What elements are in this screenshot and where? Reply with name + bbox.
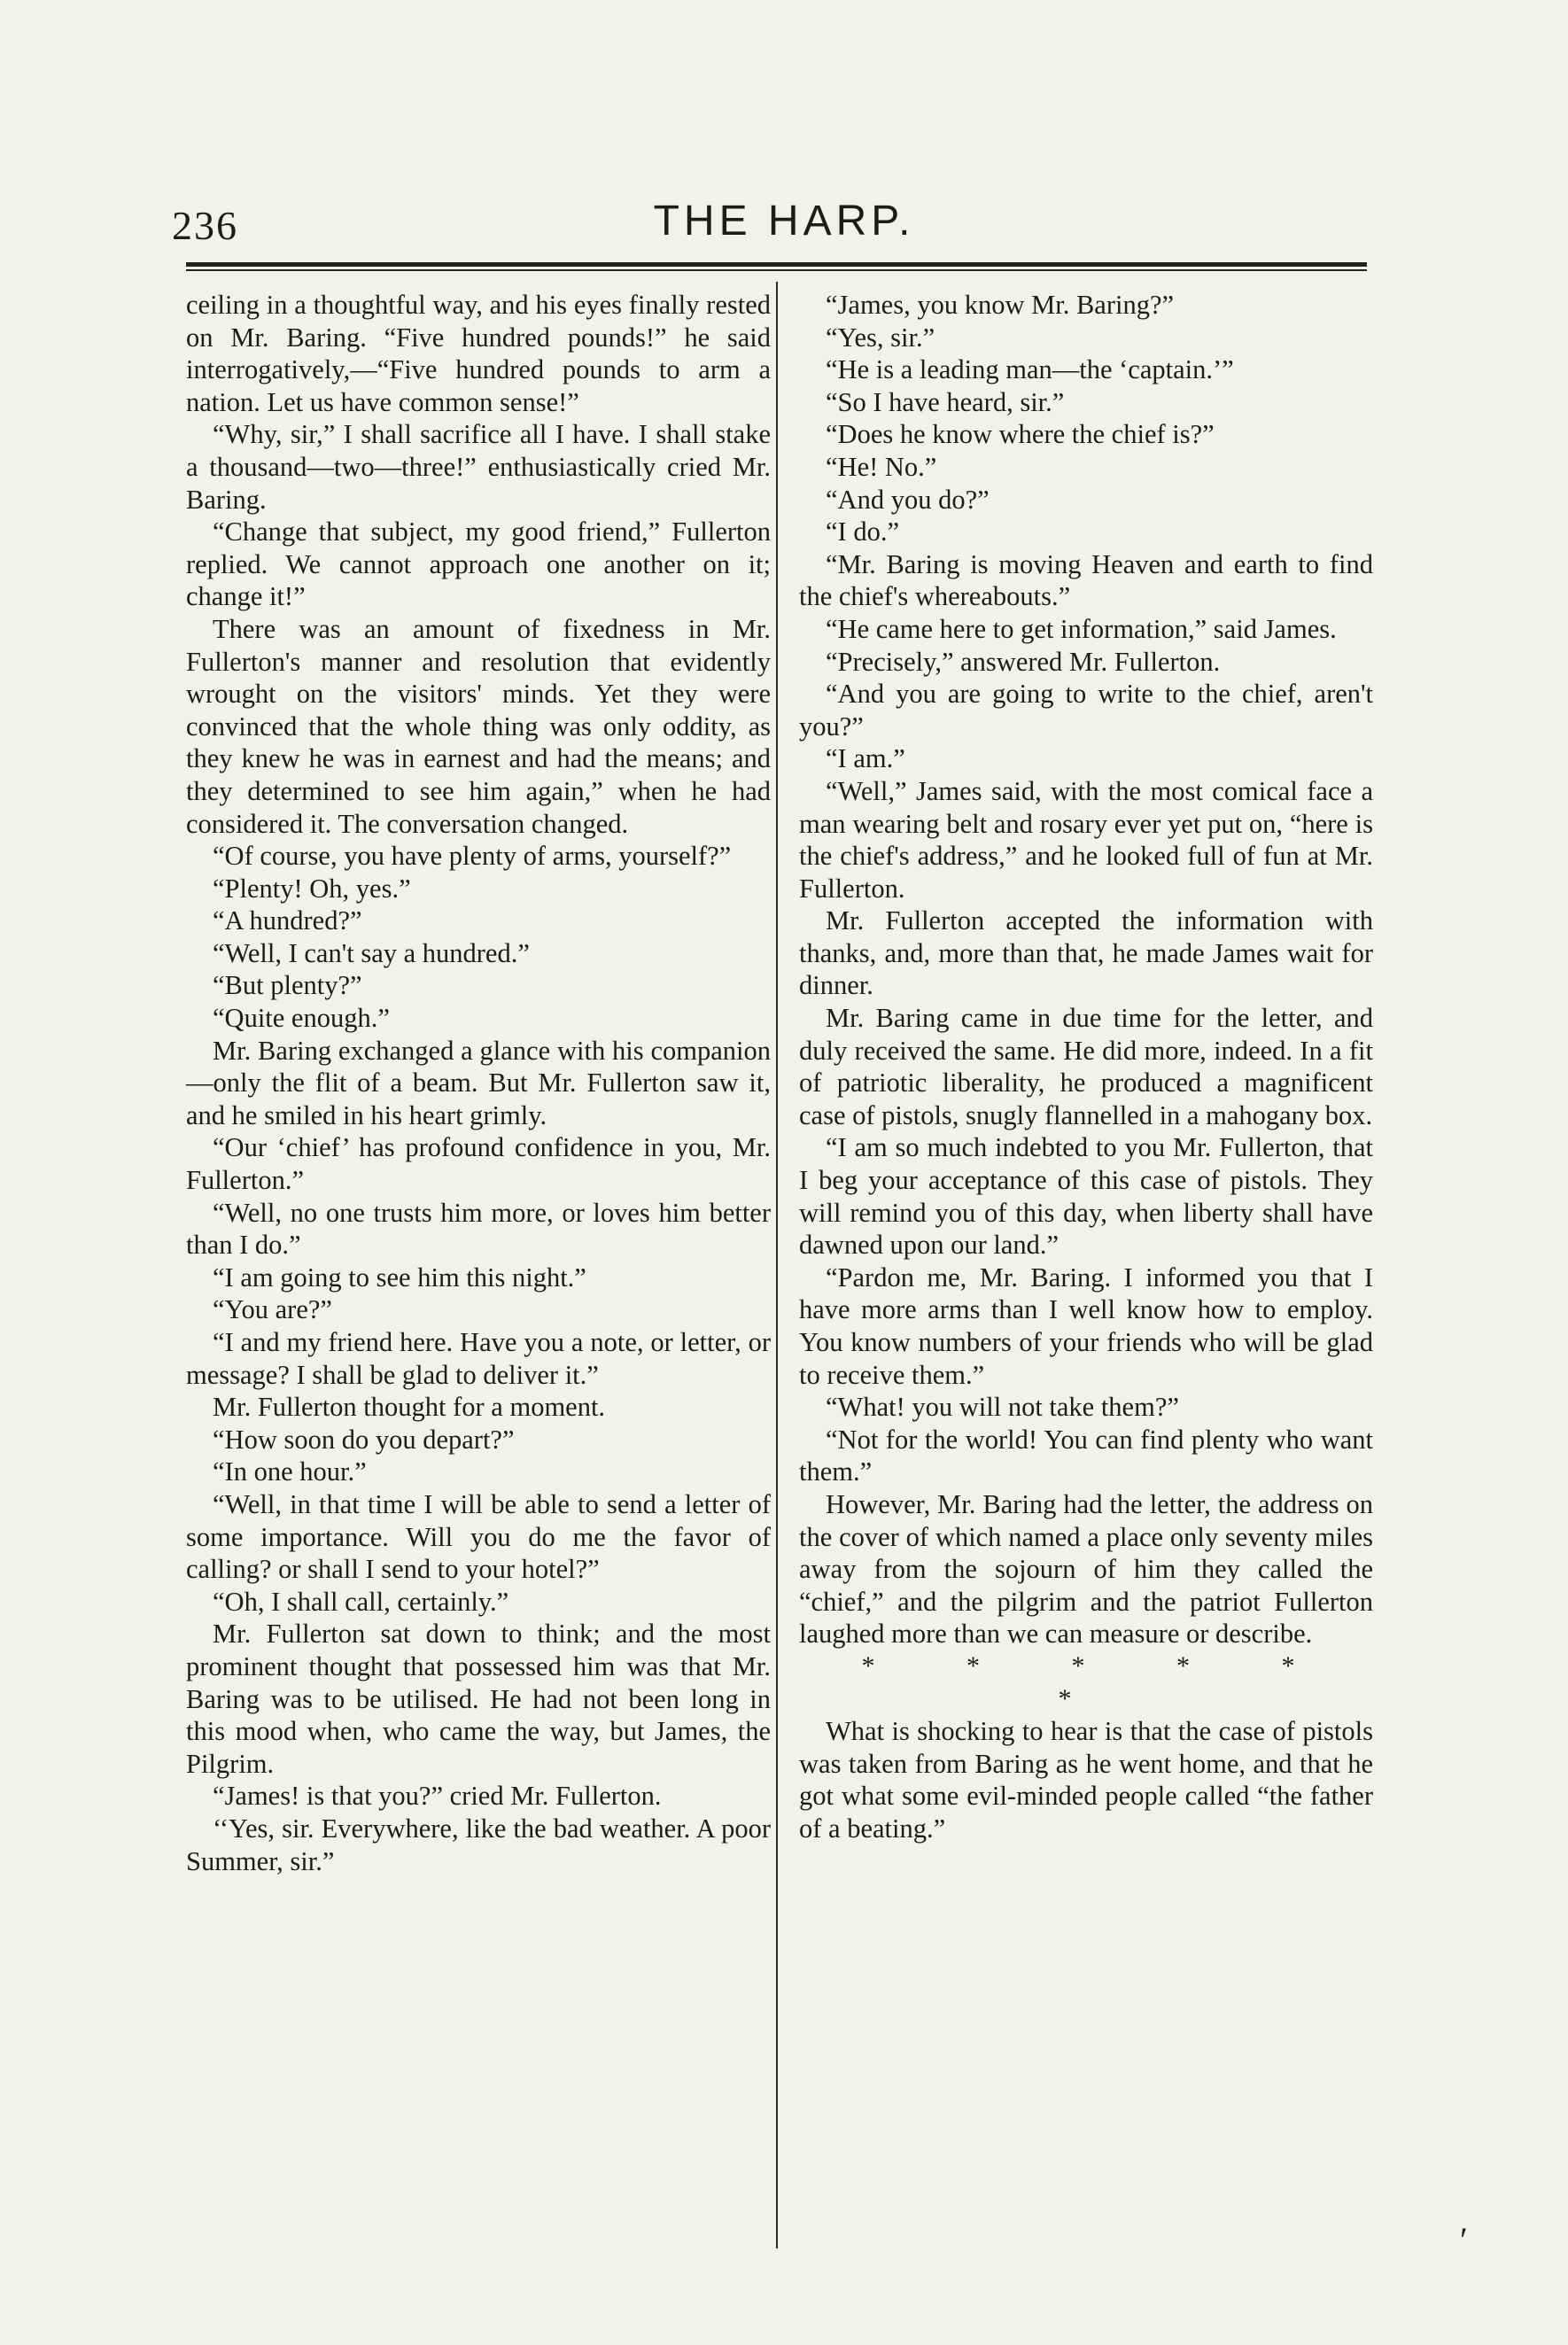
right-column-paragraph: “He! No.” bbox=[826, 451, 937, 482]
right-column-paragraph: “So I have heard, sir.” bbox=[826, 386, 1065, 417]
right-column-paragraph: “Mr. Baring is moving Heaven and earth to find the chief's whereabouts.” bbox=[799, 548, 1373, 612]
right-column-paragraph: “Precisely,” answered Mr. Fullerton. bbox=[826, 646, 1221, 677]
left-column-paragraph: “Quite enough.” bbox=[213, 1003, 390, 1034]
right-column-paragraph: “And you do?” bbox=[826, 484, 990, 515]
left-column-paragraph: “I am going to see him this night.” bbox=[213, 1262, 586, 1293]
left-column-paragraph: “Why, sir,” I shall sacrifice all I have. I shall stake a thousand—two—three!” enthusiastically cried Mr. Baring. bbox=[186, 419, 771, 515]
right-column-paragraph: “James, you know Mr. Baring?” bbox=[826, 290, 1175, 320]
left-column-paragraph: “You are?” bbox=[213, 1294, 332, 1325]
left-column-paragraph: ‘‘Yes, sir. Everywhere, like the bad weather. A poor Summer, sir.” bbox=[186, 1813, 771, 1876]
left-column-paragraph: Mr. Baring exchanged a glance with his companion—only the flit of a beam. But Mr. Fullerton saw it, and he smiled in his heart grimly. bbox=[186, 1035, 771, 1130]
page-number: 236 bbox=[172, 203, 238, 248]
left-column-paragraph: There was an amount of fixedness in Mr. Fullerton's manner and resolution that evidently wrought on the visitors' minds. Yet they were convinced that the whole thing was only oddity, as they knew he was in earnest and had the means; and they determined to see him again,” when he had considered it. The conversation changed. bbox=[186, 613, 771, 839]
right-column bbox=[799, 289, 1373, 1845]
header-rule-thin bbox=[186, 269, 1367, 271]
left-column-paragraph: “Plenty! Oh, yes.” bbox=[213, 873, 411, 904]
right-column-paragraph: “And you are going to write to the chief, aren't you?” bbox=[799, 679, 1373, 742]
left-column-paragraph: “Well, I can't say a hundred.” bbox=[213, 937, 530, 968]
left-column-paragraph: “But plenty?” bbox=[213, 970, 362, 1001]
closing-paragraph: What is shocking to hear is that the case of pistols was taken from Baring as he went home, and that he got what some evil-minded people called “the father of a beating.” bbox=[799, 1716, 1373, 1844]
right-column-paragraph: “He came here to get information,” said James. bbox=[826, 613, 1337, 644]
right-column-paragraph: “Well,” James said, with the most comical face a man wearing belt and rosary ever yet put on, “here is the chief's address,” and he looked full of fun at Mr. Fullerton. bbox=[799, 775, 1373, 904]
left-column-paragraph: “Our ‘chief’ has profound confidence in you, Mr. Fullerton.” bbox=[186, 1132, 771, 1196]
right-column-paragraph: “What! you will not take them?” bbox=[826, 1392, 1179, 1423]
left-column-paragraph: “I and my friend here. Have you a note, or letter, or message? I shall be glad to deliver it.” bbox=[186, 1327, 771, 1390]
right-column-paragraph: “I do.” bbox=[826, 516, 899, 547]
left-column-paragraph: “Well, in that time I will be able to send a letter of some importance. Will you do me the favor of calling? or shall I send to your hotel?” bbox=[186, 1488, 771, 1585]
right-column-paragraph: “Does he know where the chief is?” bbox=[826, 419, 1215, 450]
left-column-paragraph: Mr. Fullerton sat down to think; and the most prominent thought that possessed him was that Mr. Baring was to be utilised. He had not been long in this mood when, who came the way, but James, the Pilgrim. bbox=[186, 1619, 771, 1779]
left-column-paragraph: “James! is that you?” cried Mr. Fullerton. bbox=[213, 1781, 662, 1812]
left-column-paragraph: “A hundred?” bbox=[213, 905, 362, 936]
margin-mark: ′ bbox=[1460, 2220, 1468, 2260]
section-separator: * * * * * * bbox=[861, 1650, 1338, 1713]
left-column-paragraph: “Change that subject, my good friend,” Fullerton replied. We cannot approach one another on it; change it!” bbox=[186, 516, 771, 612]
left-column-paragraph: “How soon do you depart?” bbox=[213, 1424, 515, 1455]
right-column-paragraph: Mr. Baring came in due time for the letter, and duly received the same. He did more, indeed. In a fit of patriotic liberality, he produced a magnificent case of pistols, snugly flannelled in a mahogany box. bbox=[799, 1003, 1373, 1130]
right-column-paragraph: Mr. Fullerton accepted the information with thanks, and, more than that, he made James wait for dinner. bbox=[799, 905, 1373, 1001]
right-column-paragraph: “Not for the world! You can find plenty who want them.” bbox=[799, 1424, 1373, 1487]
left-column-paragraph: “Well, no one trusts him more, or loves him better than I do.” bbox=[186, 1197, 771, 1261]
right-column-paragraph: “Pardon me, Mr. Baring. I informed you that I have more arms than I well know how to employ. You know numbers of your friends who will be glad to receive them.” bbox=[799, 1262, 1373, 1390]
right-column-body bbox=[799, 289, 1373, 1650]
right-column-paragraph: “I am so much indebted to you Mr. Fullerton, that I beg your acceptance of this case of pistols. They will remind you of this day, when liberty shall have dawned upon our land.” bbox=[799, 1132, 1373, 1261]
column-divider bbox=[776, 282, 778, 2248]
left-column bbox=[186, 289, 771, 1877]
left-column-paragraph: “Of course, you have plenty of arms, yourself?” bbox=[213, 841, 732, 872]
left-column-paragraph: ceiling in a thoughtful way, and his eyes finally rested on Mr. Baring. “Five hundred pounds!” he said interrogatively,—“Five hundred pounds to arm a nation. Let us have common sense!” bbox=[186, 290, 771, 417]
left-column-paragraph: Mr. Fullerton thought for a moment. bbox=[213, 1392, 606, 1423]
right-column-paragraph: “Yes, sir.” bbox=[826, 322, 935, 353]
right-column-paragraph: “I am.” bbox=[826, 743, 905, 774]
running-title: THE HARP. bbox=[653, 198, 915, 245]
left-column-paragraph: “Oh, I shall call, certainly.” bbox=[213, 1586, 509, 1617]
right-column-paragraph: However, Mr. Baring had the letter, the address on the cover of which named a place only seventy miles away from the sojourn of him they called the “chief,” and the pilgrim and the patriot Fullerton laughed more than we can measure or describe. bbox=[799, 1488, 1373, 1650]
left-column-paragraph: “In one hour.” bbox=[213, 1456, 367, 1487]
header-rule-thick bbox=[186, 262, 1367, 267]
right-column-paragraph: “He is a leading man—the ‘captain.’” bbox=[826, 354, 1234, 385]
